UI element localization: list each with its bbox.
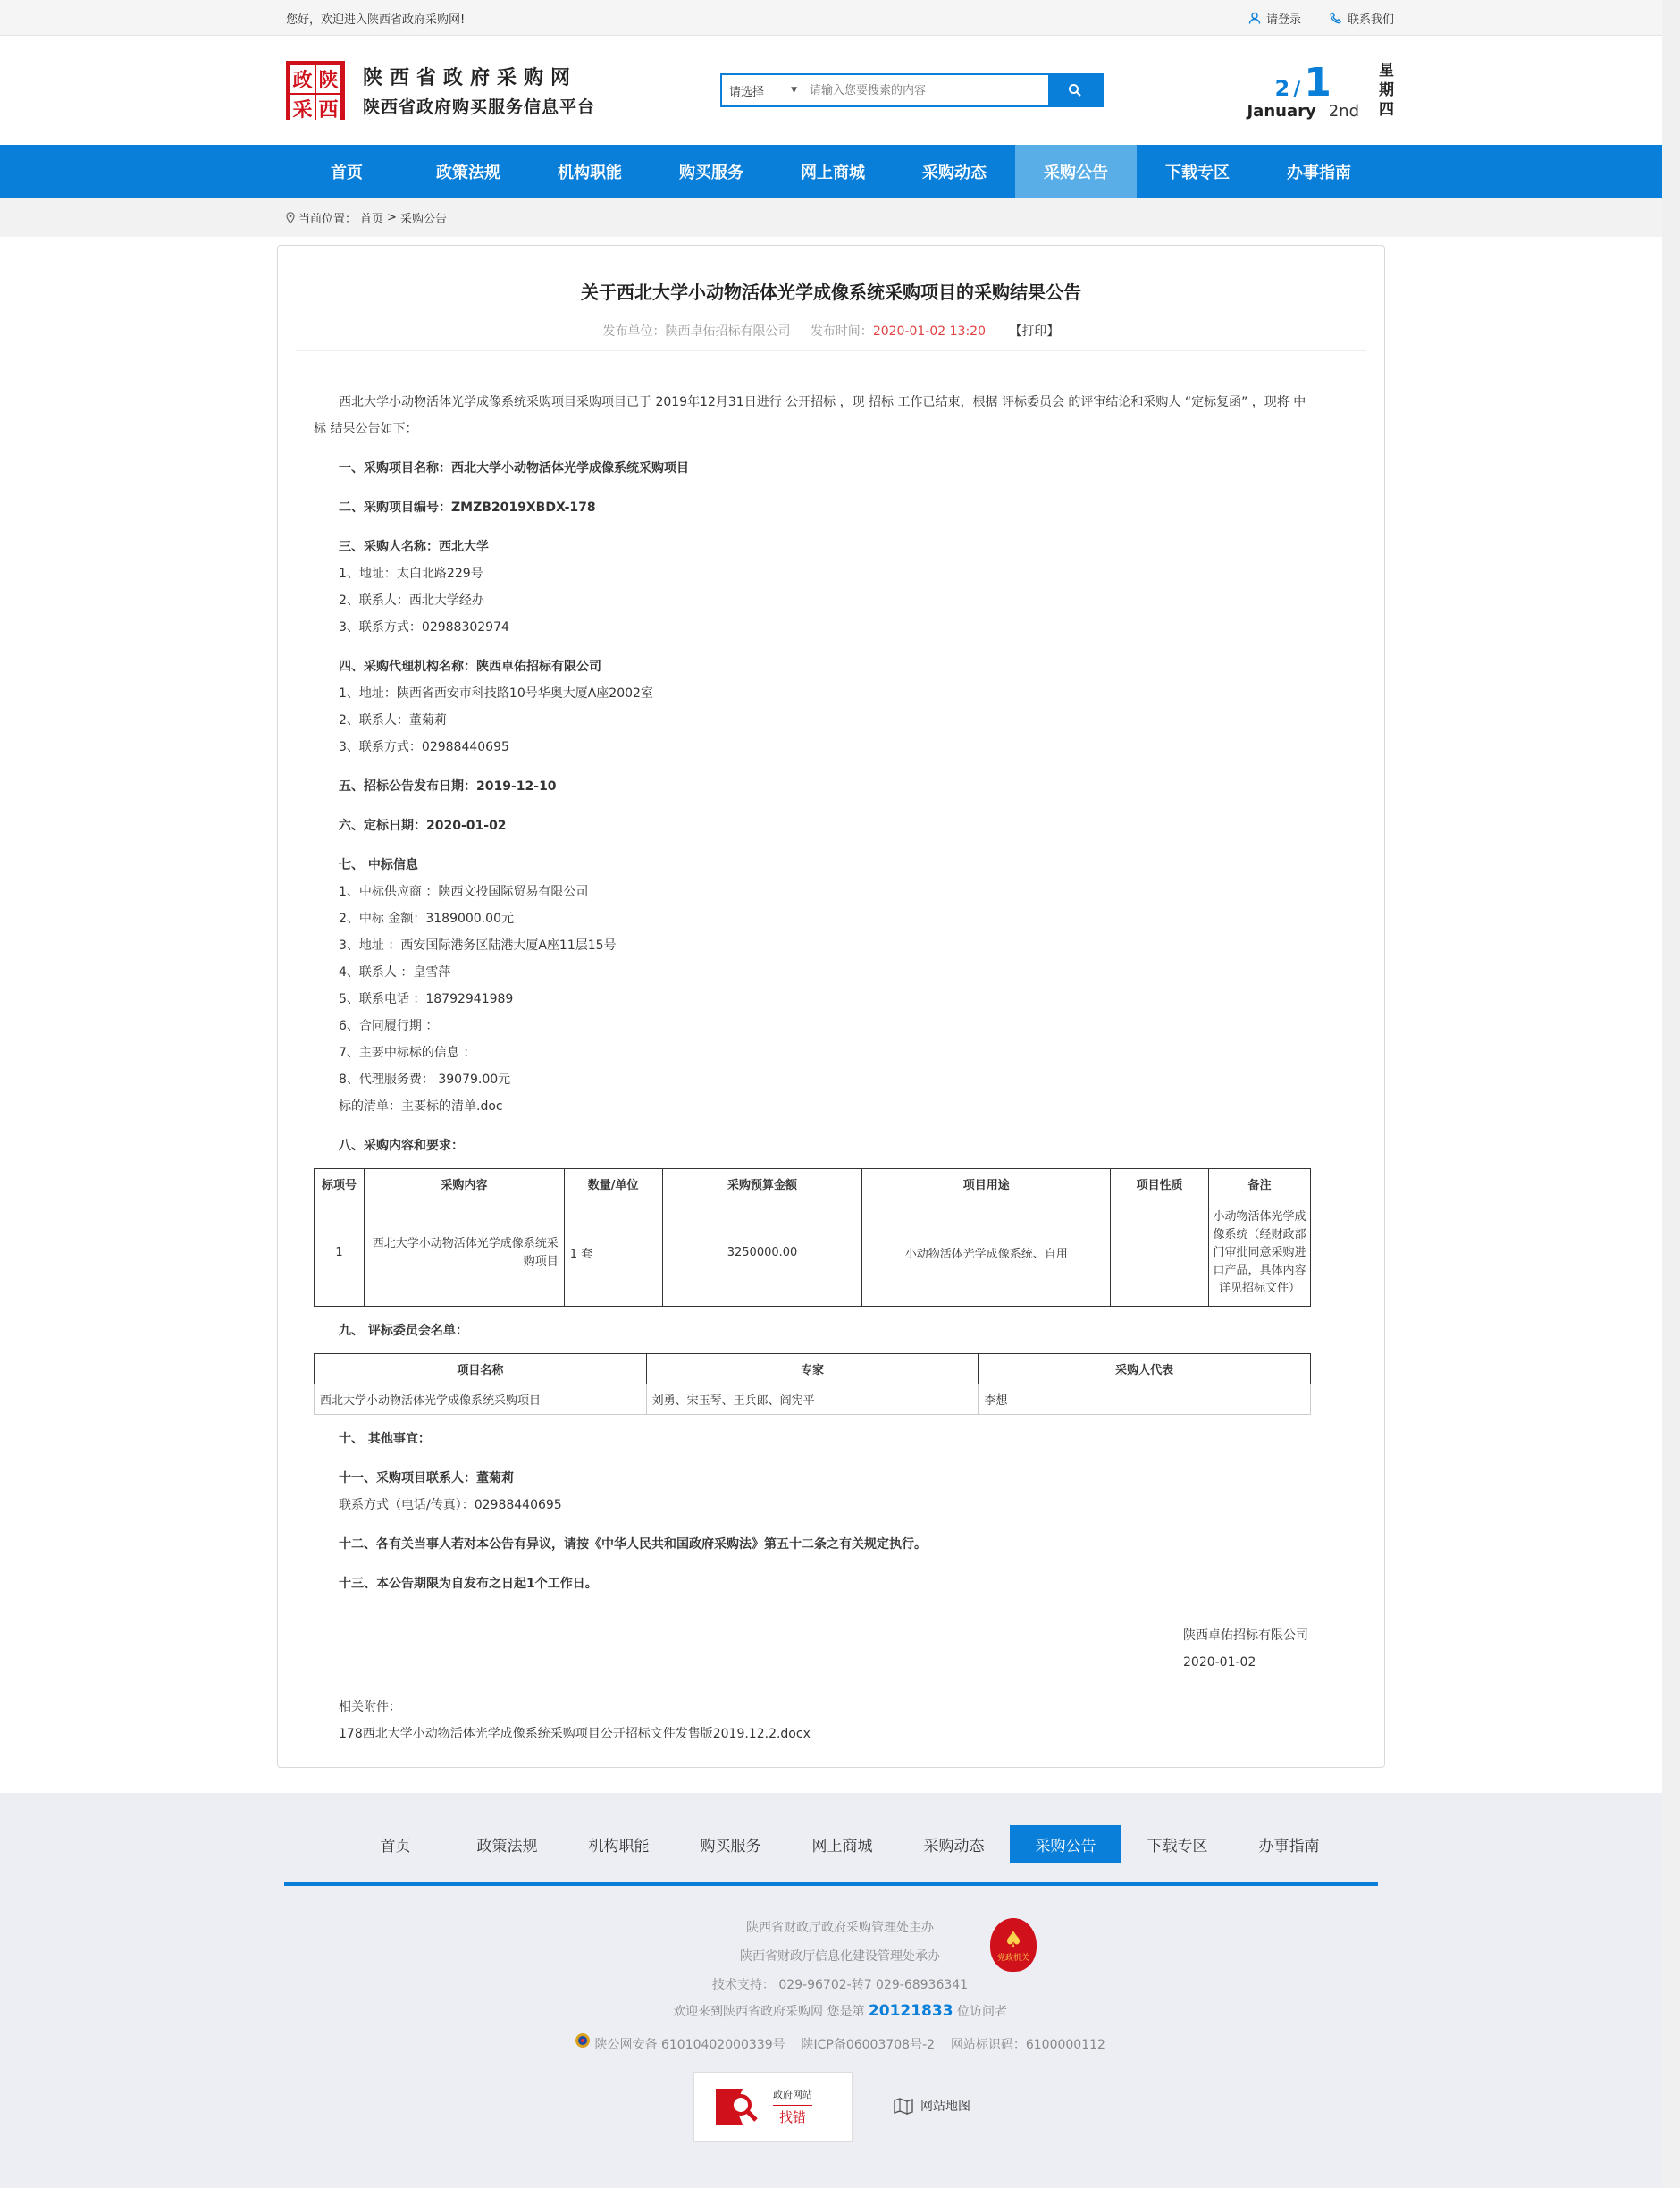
procurement-table: [314, 1168, 1311, 1307]
attachment-link[interactable]: 178西北大学小动物活体光学成像系统采购项目公开招标文件发售版2019.12.2.docx: [339, 1727, 811, 1741]
table-cell: 小动物活体光学成像系统、自用: [862, 1199, 1111, 1307]
contact-label: 联系我们: [1347, 13, 1394, 27]
site-footer: [0, 1793, 1662, 2188]
table-cell: 西北大学小动物活体光学成像系统采购项目: [364, 1199, 564, 1307]
breadcrumb: [0, 198, 1680, 237]
publisher-label: 发布单位：: [602, 324, 666, 339]
footer-nav-mall[interactable]: 网上商城: [811, 1837, 873, 1856]
site-name-line2: 陕西省政府购买服务信息平台: [363, 97, 596, 117]
section-2: 二、采购项目编号：ZMZB2019XBDX-178: [339, 501, 596, 515]
breadcrumb-separator: >: [387, 210, 397, 224]
footer-nav-institutions[interactable]: 机构职能: [588, 1837, 650, 1856]
section-5: 五、招标公告发布日期：2019-12-10: [339, 779, 557, 794]
report-error-box[interactable]: [693, 2072, 853, 2142]
publish-time: 2020-01-02 13:20: [872, 324, 986, 339]
breadcrumb-home[interactable]: 首页: [360, 212, 384, 226]
breadcrumb-current[interactable]: 采购公告: [399, 212, 447, 226]
weekday-char: 星: [1379, 62, 1394, 80]
site-header: [0, 36, 1680, 145]
badge-label: 党政机关: [996, 1953, 1029, 1963]
logo-char: 西: [316, 95, 340, 122]
table-row: [315, 1384, 1311, 1415]
committee-table: [314, 1353, 1311, 1415]
date-day-number: 1: [1304, 60, 1331, 105]
search-bar: [720, 73, 1104, 107]
search-icon: [1068, 83, 1082, 97]
logo-char: 陕: [316, 65, 340, 93]
search-input[interactable]: [804, 75, 1048, 105]
item-list-link[interactable]: 标的清单：主要标的清单.doc: [339, 1099, 503, 1114]
article-meta: [296, 322, 1366, 351]
logo-char: 采: [290, 95, 315, 122]
vertical-scrollbar[interactable]: [1662, 0, 1680, 2188]
nav-services[interactable]: 购买服务: [679, 163, 743, 182]
footer-welcome: [0, 2002, 1680, 2020]
welcome-text: 您好，欢迎进入陕西省政府采购网!: [286, 13, 466, 27]
footer-nav-announcements[interactable]: 采购公告: [1010, 1825, 1121, 1863]
attachment-label: 相关附件：: [339, 1700, 401, 1714]
section-9: 九、 评标委员会名单：: [339, 1324, 468, 1338]
site-name: [363, 63, 595, 118]
phone-icon: [1330, 12, 1342, 24]
nav-guide[interactable]: 办事指南: [1287, 163, 1351, 182]
nav-institutions[interactable]: 机构职能: [558, 163, 622, 182]
weekday-char: 期: [1379, 81, 1394, 99]
table-cell: [1111, 1199, 1209, 1307]
police-badge-icon: [575, 2032, 591, 2049]
section-11-line: 联系方式（电话/传真）：02988440695: [339, 1498, 562, 1512]
date-display: 2 /1 January 2nd 星 期 四: [1247, 60, 1394, 121]
section-1: 一、采购项目名称：西北大学小动物活体光学成像系统采购项目: [339, 461, 689, 475]
welcome-suffix: 位访问者: [957, 2005, 1007, 2019]
table-header: 项目性质: [1111, 1169, 1209, 1199]
footer-undertake: 陕西省财政厅信息化建设管理处承办: [740, 1949, 940, 1964]
nav-news[interactable]: 采购动态: [922, 163, 987, 182]
section-8: 八、采购内容和要求：: [339, 1139, 464, 1153]
table-header-row: [315, 1169, 1311, 1199]
section-7-line: 3、地址 ：西安国际港务区陆港大厦A座11层15号: [339, 938, 617, 953]
section-4-line: 2、联系人：董菊莉: [339, 713, 447, 728]
nav-announcements[interactable]: 采购公告: [1015, 145, 1137, 198]
section-6: 六、定标日期：2020-01-02: [339, 819, 507, 833]
table-header: 项目名称: [315, 1354, 647, 1384]
footer-divider: [284, 1882, 1378, 1886]
intro-paragraph: 西北大学小动物活体光学成像系统采购项目采购项目已于 2019年12月31日进行 公开招标 ，现 招标 工作已结束，根据 评标委员会 的评审结论和采购人 “定标复函” ，现将 中标 结果公告如下：: [314, 395, 1306, 436]
nav-downloads[interactable]: 下载专区: [1165, 163, 1230, 182]
party-gov-badge[interactable]: [990, 1918, 1037, 1972]
search-category-label: 请选择: [729, 85, 765, 99]
table-header: 采购预算金额: [662, 1169, 862, 1199]
print-link[interactable]: 【打印】: [1009, 324, 1060, 339]
main-nav: [0, 145, 1680, 198]
publisher: 陕西卓佑招标有限公司: [665, 324, 791, 339]
table-header: 项目用途: [862, 1169, 1111, 1199]
section-4: 四、采购代理机构名称：陕西卓佑招标有限公司: [339, 660, 601, 674]
footer-host: 陕西省财政厅政府采购管理处主办: [746, 1921, 934, 1935]
section-7-line: 6、合同履行期 ：: [339, 1019, 439, 1033]
weekday-char: 四: [1379, 101, 1394, 119]
section-4-line: 3、联系方式：02988440695: [339, 740, 509, 754]
table-header: 标项号: [315, 1169, 365, 1199]
table-cell: 1 套: [564, 1199, 662, 1307]
report-error-small: 政府网站: [773, 2089, 812, 2100]
top-bar: [0, 0, 1680, 36]
section-4-line: 1、地址：陕西省西安市科技路10号华奥大厦A座2002室: [339, 686, 653, 701]
map-icon: [894, 2097, 913, 2115]
table-cell: 3250000.00: [662, 1199, 862, 1307]
emblem-icon: ♠: [1004, 1926, 1023, 1952]
section-7-line: 7、主要中标标的信息 ：: [339, 1046, 476, 1060]
footer-nav-news[interactable]: 采购动态: [923, 1837, 985, 1856]
article-title: 关于西北大学小动物活体光学成像系统采购项目的采购结果公告: [581, 282, 1081, 303]
location-pin-icon: [286, 212, 295, 223]
section-13: 十三、本公告期限为自发布之日起1个工作日。: [339, 1577, 598, 1591]
date-month-number: 2: [1274, 76, 1290, 101]
table-cell: 小动物活体光学成像系统（经财政部门审批同意采购进口产品，具体内容详见招标文件）: [1209, 1199, 1311, 1307]
footer-support: 技术支持： 029-96702-转7 029-68936341: [711, 1978, 969, 1992]
section-7-line: 1、中标供应商 ：陕西文投国际贸易有限公司: [339, 885, 589, 899]
weekday: [1379, 61, 1394, 120]
login-label: 请登录: [1265, 13, 1301, 27]
table-header: 专家: [646, 1354, 979, 1384]
site-name-line1: 陕西省政府采购网: [363, 67, 578, 89]
table-cell: 1: [315, 1199, 365, 1307]
table-header: 备注: [1209, 1169, 1311, 1199]
table-header-row: [315, 1354, 1311, 1384]
visit-counter: 20121833: [868, 2002, 953, 2020]
section-7: 七、 中标信息: [339, 858, 418, 872]
section-11: 十一、采购项目联系人：董菊莉: [339, 1471, 514, 1485]
section-7-line: 5、联系电话 ：18792941989: [339, 992, 514, 1006]
footer-nav-downloads[interactable]: 下载专区: [1147, 1837, 1208, 1856]
site-id: 网站标识码：6100000112: [950, 2038, 1105, 2052]
table-cell: 刘勇、宋玉琴、王兵郎、阎宪平: [646, 1384, 979, 1415]
section-3-line: 2、联系人：西北大学经办: [339, 593, 484, 608]
table-header: 采购内容: [364, 1169, 564, 1199]
login-link[interactable]: [1248, 10, 1301, 27]
footer-nav: [340, 1825, 1345, 1863]
section-3: 三、采购人名称：西北大学: [339, 540, 489, 554]
section-7-line: 8、代理服务费： 39079.00元: [339, 1073, 511, 1087]
sitemap-label: 网站地图: [920, 2100, 970, 2114]
welcome-prefix: 欢迎来到陕西省政府采购网 您是第: [673, 2005, 865, 2019]
icp-record[interactable]: 陕ICP备06003708号-2: [801, 2038, 936, 2052]
search-category-select[interactable]: [722, 75, 804, 105]
nav-mall[interactable]: 网上商城: [801, 163, 865, 182]
chevron-down-icon: ▼: [791, 86, 798, 95]
magnifier-flag-icon: [714, 2082, 764, 2132]
section-7-line: 4、联系人 ：皇雪萍: [339, 965, 451, 980]
footer-nav-guide[interactable]: 办事指南: [1258, 1837, 1320, 1856]
nav-policy[interactable]: 政策法规: [436, 163, 500, 182]
footer-registration: [0, 2032, 1680, 2053]
signature-date: 2020-01-02: [1183, 1655, 1256, 1670]
table-header: 采购人代表: [979, 1354, 1311, 1384]
breadcrumb-label: 当前位置：: [298, 212, 357, 226]
contact-link[interactable]: [1330, 10, 1394, 27]
article-card: [277, 245, 1385, 1768]
sitemap-link[interactable]: [894, 2097, 970, 2115]
section-3-line: 3、联系方式：02988302974: [339, 620, 509, 635]
signature-company: 陕西卓佑招标有限公司: [1183, 1628, 1308, 1643]
section-7-line: 2、中标 金额：3189000.00元: [339, 912, 514, 926]
site-logo[interactable]: [286, 61, 345, 120]
date-ordinal: 2nd: [1328, 102, 1359, 121]
table-cell: 李想: [979, 1384, 1311, 1415]
police-record[interactable]: 陕公网安备 61010402000339号: [594, 2038, 785, 2052]
user-icon: [1248, 12, 1261, 24]
article-body: [278, 389, 1384, 1597]
footer-nav-services[interactable]: 购买服务: [700, 1837, 761, 1856]
footer-nav-home[interactable]: 首页: [380, 1837, 411, 1856]
search-button[interactable]: [1048, 75, 1102, 105]
logo-char: 政: [290, 65, 315, 93]
report-error-label: 找错: [773, 2105, 812, 2126]
nav-home[interactable]: 首页: [331, 163, 363, 182]
footer-nav-policy[interactable]: 政策法规: [476, 1837, 538, 1856]
date-month-name: January: [1247, 102, 1316, 121]
section-12: 十二、各有关当事人若对本公告有异议，请按《中华人民共和国政府采购法》第五十二条之有关规定执行。: [339, 1537, 927, 1552]
time-label: 发布时间：: [810, 324, 873, 339]
section-3-line: 1、地址：太白北路229号: [339, 567, 483, 581]
section-10: 十、 其他事宜：: [339, 1432, 431, 1446]
table-row: [315, 1199, 1311, 1307]
table-cell: 西北大学小动物活体光学成像系统采购项目: [315, 1384, 647, 1415]
table-header: 数量/单位: [564, 1169, 662, 1199]
